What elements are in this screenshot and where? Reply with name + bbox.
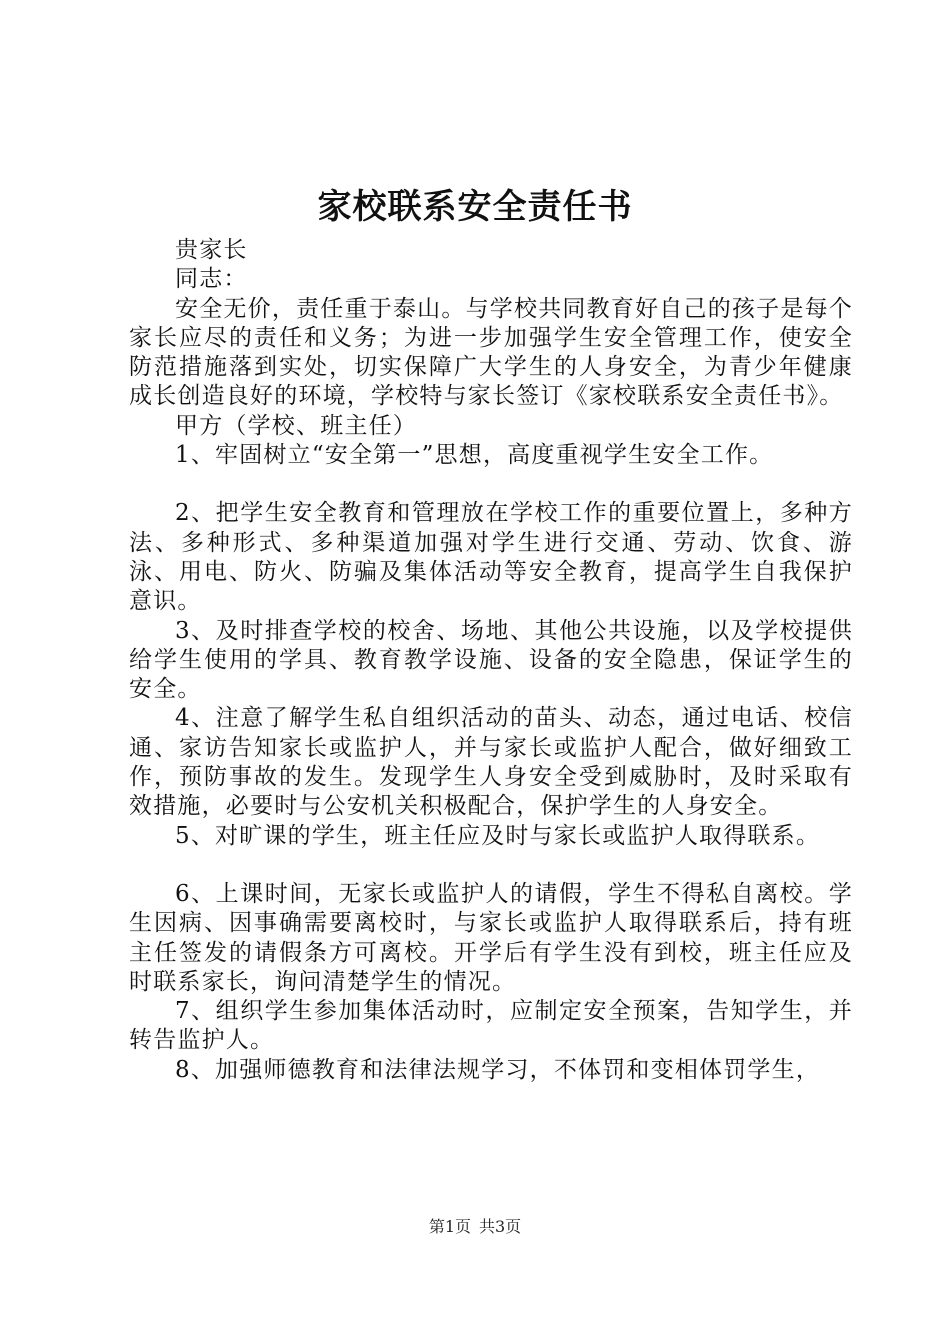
salutation-line: 同志：: [175, 266, 248, 293]
clause-paragraph: 5、对旷课的学生，班主任应及时与家长或监护人取得联系。: [175, 822, 821, 849]
section-heading: 甲方（学校、班主任）: [175, 412, 417, 439]
page-number: 第1页: [428, 1217, 471, 1236]
page-total: 共3页: [479, 1217, 522, 1236]
clause-paragraph: 8、加强师德教育和法律法规学习，不体罚和变相体罚学生，: [175, 1056, 821, 1083]
clause-paragraph: 4、注意了解学生私自组织活动的苗头、动态，通过电话、校信通、家访告知家长或监护人，并与家长或监护人配合，做好细致工作，预防事故的发生。发现学生人身安全受到威胁时，及时采取有效措施，必要时与公安机关积极配合，保护学生的人身安全。: [129, 705, 853, 820]
intro-paragraph: 安全无价，责任重于泰山。与学校共同教育好自己的孩子是每个家长应尽的责任和义务；为进一步加强学生安全管理工作，使安全防范措施落到实处，切实保障广大学生的人身安全，为青少年健康成长创造良好的环境，学校特与家长签订《家校联系安全责任书》。: [129, 295, 853, 410]
page-footer: [0, 1216, 950, 1238]
clause-paragraph: 7、组织学生参加集体活动时，应制定安全预案，告知学生，并转告监护人。: [129, 998, 853, 1054]
clause-paragraph: 2、把学生安全教育和管理放在学校工作的重要位置上，多种方法、多种形式、多种渠道加强对学生进行交通、劳动、饮食、游泳、用电、防火、防骗及集体活动等安全教育，提高学生自我保护意识。: [129, 500, 853, 615]
document-body: [129, 236, 853, 1085]
clause-paragraph: 1、牢固树立“安全第一”思想，高度重视学生安全工作。: [175, 442, 774, 469]
clause-paragraph: 6、上课时间，无家长或监护人的请假，学生不得私自离校。学生因病、因事确需要离校时，与家长或监护人取得联系后，持有班主任签发的请假条方可离校。开学后有学生没有到校，班主任应及时联系家长，询问清楚学生的情况。: [129, 880, 853, 995]
document-title: 家校联系安全责任书: [317, 187, 633, 227]
salutation-line: 贵家长: [175, 237, 248, 263]
clause-paragraph: 3、及时排查学校的校舍、场地、其他公共设施，以及学校提供给学生使用的学具、教育教学设施、设备的安全隐患，保证学生的安全。: [129, 617, 853, 703]
